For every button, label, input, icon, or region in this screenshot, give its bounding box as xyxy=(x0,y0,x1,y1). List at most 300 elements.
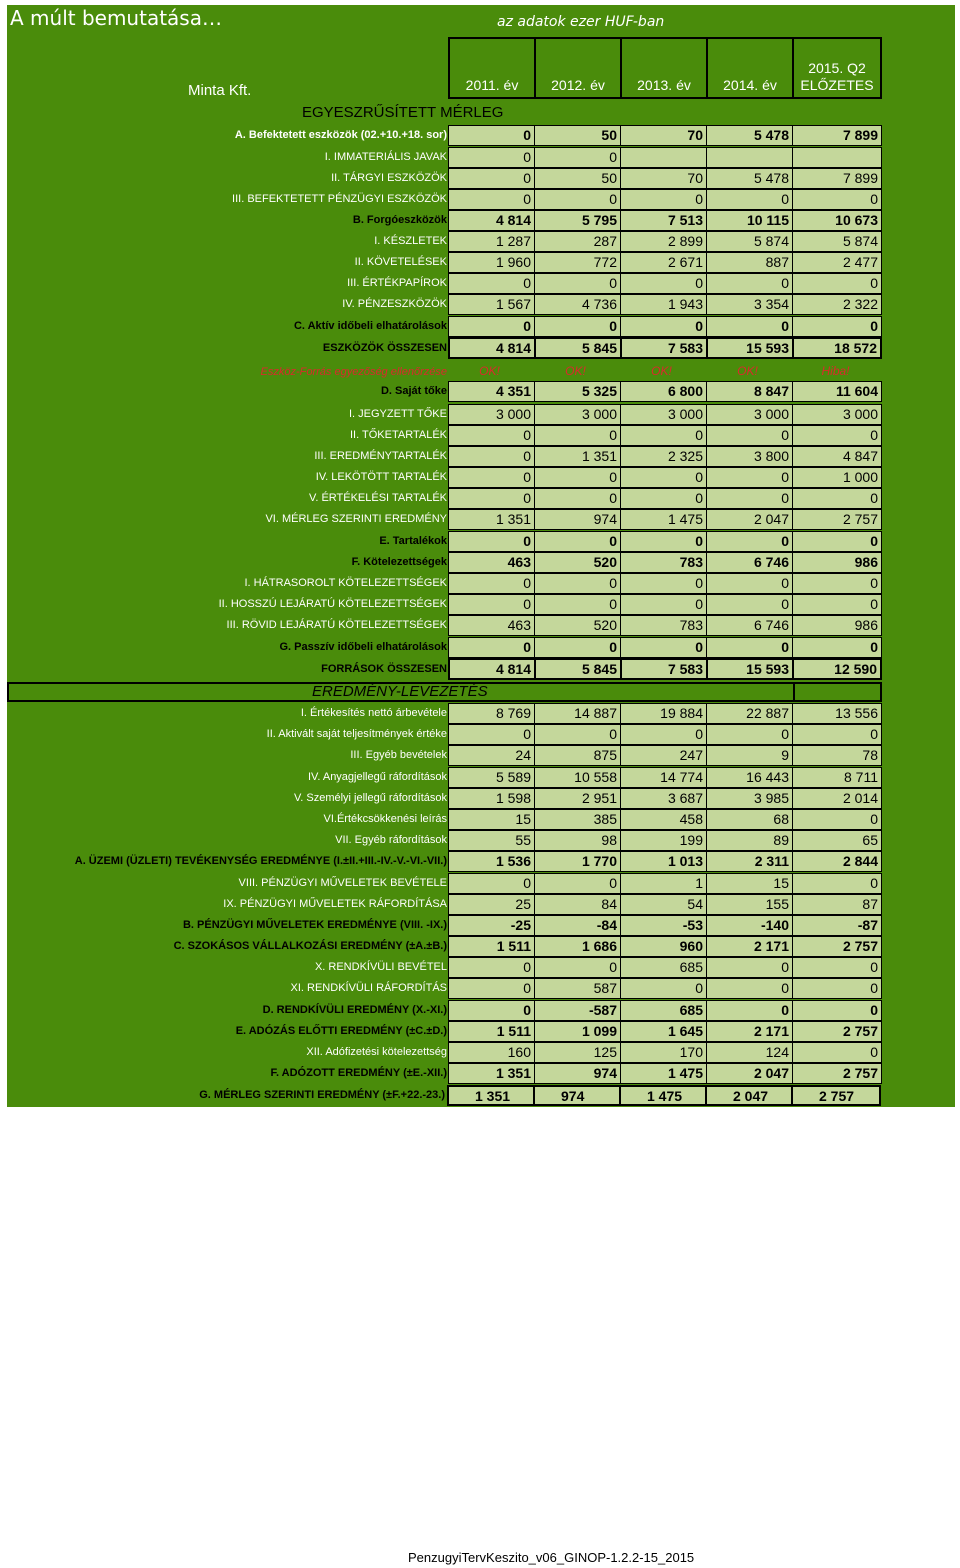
value-cell[interactable]: OK! xyxy=(737,364,758,378)
table-row xyxy=(7,1085,883,1106)
value-cell[interactable]: 0 xyxy=(870,318,878,334)
value-cell[interactable]: 0 xyxy=(621,468,707,487)
row-label: I. IMMATERIÁLIS JAVAK xyxy=(324,151,447,163)
row-values xyxy=(448,1021,882,1042)
value-cell[interactable]: -587 xyxy=(535,1001,621,1020)
value-cell[interactable]: 50 xyxy=(535,126,621,145)
value-cell[interactable]: 0 xyxy=(535,148,621,167)
value-cell[interactable]: 0 xyxy=(870,639,878,655)
row-values xyxy=(448,767,882,788)
value-cell[interactable]: 986 xyxy=(854,617,878,633)
value-cell[interactable]: 1 475 xyxy=(621,1087,707,1104)
value-cell[interactable]: 1 598 xyxy=(449,789,535,808)
value-cell[interactable]: 0 xyxy=(621,274,707,293)
value-cell[interactable]: 0 xyxy=(707,958,793,977)
table-row xyxy=(7,658,883,680)
value-cell[interactable]: 0 xyxy=(707,468,793,487)
section-title-balance: EGYESZRŰSÍTETT MÉRLEG xyxy=(302,104,504,121)
value-cell[interactable]: 0 xyxy=(535,532,621,551)
value-cell[interactable]: 0 xyxy=(621,317,707,336)
table-row xyxy=(7,509,883,530)
value-cell[interactable]: 13 556 xyxy=(835,705,878,721)
company-name: Minta Kft. xyxy=(188,82,252,99)
row-label: IX. PÉNZÜGYI MŰVELETEK RÁFORDÍTÁSA xyxy=(223,898,447,910)
value-cell[interactable]: 0 xyxy=(535,426,621,445)
value-cell[interactable]: 15 593 xyxy=(708,660,794,678)
value-cell[interactable]: 3 985 xyxy=(707,789,793,808)
year-header-cell: 2013. év xyxy=(622,39,708,97)
value-cell[interactable]: 0 xyxy=(449,148,535,167)
row-label: G. MÉRLEG SZERINTI EREDMÉNY (±F.+22.-23.) xyxy=(199,1089,445,1101)
value-cell[interactable]: 0 xyxy=(707,274,793,293)
value-cell[interactable]: 463 xyxy=(449,553,535,572)
value-cell[interactable]: 3 000 xyxy=(707,405,793,424)
row-values xyxy=(448,1042,882,1063)
value-cell[interactable]: 15 xyxy=(707,874,793,893)
year-header-cell: 2015. Q2 ELŐZETES xyxy=(800,60,874,93)
value-cell[interactable]: 8 769 xyxy=(449,704,535,723)
value-cell[interactable]: 5 478 xyxy=(707,126,793,145)
value-cell[interactable]: 0 xyxy=(449,190,535,209)
value-cell[interactable]: -87 xyxy=(857,917,878,933)
value-cell[interactable]: -140 xyxy=(707,916,793,935)
value-cell[interactable]: 247 xyxy=(621,746,707,765)
value-cell[interactable]: 0 xyxy=(449,595,535,614)
row-label: V. ÉRTÉKELÉSI TARTALÉK xyxy=(309,492,447,504)
value-cell[interactable]: 520 xyxy=(535,553,621,572)
value-cell[interactable]: 0 xyxy=(449,1001,535,1020)
value-cell[interactable]: 685 xyxy=(621,958,707,977)
value-cell[interactable]: 3 687 xyxy=(621,789,707,808)
row-values xyxy=(448,788,882,809)
row-values xyxy=(448,125,882,146)
value-cell[interactable]: 0 xyxy=(535,874,621,893)
value-cell[interactable]: 0 xyxy=(449,874,535,893)
value-cell[interactable]: 4 351 xyxy=(449,382,535,401)
value-cell[interactable]: 160 xyxy=(449,1043,535,1062)
value-cell[interactable]: 98 xyxy=(535,831,621,850)
value-cell[interactable]: 0 xyxy=(449,725,535,744)
value-cell[interactable]: 4 814 xyxy=(449,211,535,230)
value-cell[interactable]: 14 774 xyxy=(621,768,707,787)
value-cell[interactable]: 1 770 xyxy=(535,852,621,871)
value-cell[interactable]: 65 xyxy=(862,832,878,848)
value-cell[interactable]: 0 xyxy=(707,426,793,445)
table-row xyxy=(7,703,883,724)
value-cell[interactable]: 0 xyxy=(535,595,621,614)
value-cell[interactable]: -25 xyxy=(449,916,535,935)
value-cell[interactable]: 22 887 xyxy=(707,704,793,723)
value-cell[interactable]: 89 xyxy=(707,831,793,850)
value-cell[interactable]: 458 xyxy=(621,810,707,829)
value-cell[interactable]: 15 593 xyxy=(708,339,794,357)
table-row xyxy=(7,788,883,809)
value-cell[interactable]: 0 xyxy=(449,958,535,977)
value-cell[interactable]: 3 000 xyxy=(449,405,535,424)
value-cell[interactable]: 2 014 xyxy=(842,790,878,806)
value-cell[interactable]: 70 xyxy=(621,169,707,188)
value-cell[interactable]: 0 xyxy=(707,979,793,998)
value-cell[interactable]: 8 847 xyxy=(707,382,793,401)
row-label: I. JEGYZETT TŐKE xyxy=(348,408,447,420)
row-label: II. Aktivált saját teljesítmények értéke xyxy=(266,728,447,740)
value-cell[interactable]: 0 xyxy=(449,317,535,336)
value-cell[interactable]: 125 xyxy=(535,1043,621,1062)
value-cell[interactable]: 3 354 xyxy=(707,295,793,314)
value-cell[interactable]: 5 589 xyxy=(449,768,535,787)
value-cell[interactable]: 2 757 xyxy=(842,511,878,527)
value-cell[interactable]: 7 899 xyxy=(842,127,878,143)
row-values xyxy=(448,1000,882,1021)
row-values xyxy=(448,637,882,658)
value-cell[interactable]: 0 xyxy=(449,574,535,593)
table-row xyxy=(7,552,883,573)
page-title: A múlt bemutatása… xyxy=(10,6,222,30)
value-cell[interactable]: 0 xyxy=(870,959,878,975)
value-cell[interactable]: 2 899 xyxy=(621,232,707,251)
value-cell[interactable]: 0 xyxy=(870,427,878,443)
value-cell[interactable] xyxy=(621,148,707,167)
value-cell[interactable]: 2 171 xyxy=(707,1022,793,1041)
row-values xyxy=(448,724,882,745)
value-cell[interactable]: 3 000 xyxy=(621,405,707,424)
value-cell[interactable]: -53 xyxy=(621,916,707,935)
value-cell[interactable]: 10 673 xyxy=(835,212,878,228)
value-cell[interactable]: 0 xyxy=(707,638,793,657)
value-cell[interactable]: 1 000 xyxy=(842,469,878,485)
value-cell[interactable]: 12 590 xyxy=(834,661,877,677)
value-cell[interactable]: 3 000 xyxy=(535,405,621,424)
value-cell[interactable]: 68 xyxy=(707,810,793,829)
value-cell[interactable]: 124 xyxy=(707,1043,793,1062)
table-row xyxy=(7,531,883,552)
row-values xyxy=(448,488,882,509)
value-cell[interactable]: 0 xyxy=(621,489,707,508)
value-cell[interactable]: 4 847 xyxy=(842,448,878,464)
value-cell[interactable]: 1 645 xyxy=(621,1022,707,1041)
value-cell[interactable]: 5 874 xyxy=(842,233,878,249)
value-cell[interactable]: 974 xyxy=(535,1087,621,1104)
value-cell[interactable]: 7 583 xyxy=(622,660,708,678)
value-cell[interactable]: 10 558 xyxy=(535,768,621,787)
value-cell[interactable]: 0 xyxy=(535,274,621,293)
value-cell[interactable]: 0 xyxy=(870,980,878,996)
value-cell[interactable]: 0 xyxy=(535,725,621,744)
value-cell[interactable]: 78 xyxy=(862,747,878,763)
value-cell[interactable]: 0 xyxy=(870,1002,878,1018)
value-cell[interactable]: 0 xyxy=(449,532,535,551)
row-label: A. ÜZEMI (ÜZLETI) TEVÉKENYSÉG EREDMÉNYE (I.±II.+III.-IV.-V.-VI.-VII.) xyxy=(74,855,447,867)
table-row xyxy=(7,830,883,851)
value-cell[interactable]: 2 951 xyxy=(535,789,621,808)
value-cell[interactable]: 0 xyxy=(449,426,535,445)
value-cell[interactable]: 0 xyxy=(449,638,535,657)
value-cell[interactable]: 0 xyxy=(707,317,793,336)
value-cell[interactable]: 1 351 xyxy=(449,510,535,529)
value-cell[interactable]: 0 xyxy=(449,169,535,188)
value-cell[interactable]: 170 xyxy=(621,1043,707,1062)
row-values xyxy=(448,467,882,488)
value-cell[interactable]: 5 845 xyxy=(536,660,622,678)
value-cell[interactable]: 15 xyxy=(449,810,535,829)
value-cell[interactable]: 87 xyxy=(862,896,878,912)
value-cell[interactable]: 875 xyxy=(535,746,621,765)
row-label: III. RÖVID LEJÁRATÚ KÖTELEZETTSÉGEK xyxy=(226,619,447,631)
value-cell[interactable]: 2 671 xyxy=(621,253,707,272)
value-cell[interactable]: 0 xyxy=(870,490,878,506)
value-cell[interactable]: 520 xyxy=(535,616,621,635)
value-cell[interactable]: 0 xyxy=(449,979,535,998)
row-values xyxy=(448,936,882,957)
value-cell[interactable]: 974 xyxy=(535,510,621,529)
row-label: IV. LEKÖTÖTT TARTALÉK xyxy=(315,471,447,483)
table-row xyxy=(7,425,883,446)
value-cell[interactable]: 0 xyxy=(870,191,878,207)
value-cell[interactable]: 0 xyxy=(621,595,707,614)
value-cell[interactable]: OK! xyxy=(565,364,586,378)
value-cell[interactable]: 0 xyxy=(707,190,793,209)
value-cell[interactable]: 0 xyxy=(535,468,621,487)
row-values xyxy=(448,703,882,724)
table-row xyxy=(7,809,883,830)
row-values xyxy=(448,168,882,189)
row-label: XI. RENDKÍVÜLI RÁFORDÍTÁS xyxy=(290,982,447,994)
value-cell[interactable]: 0 xyxy=(707,1001,793,1020)
row-label: II. TÁRGYI ESZKÖZÖK xyxy=(331,172,447,184)
value-cell[interactable]: 1 475 xyxy=(621,1064,707,1083)
value-cell[interactable] xyxy=(793,148,881,167)
table-row xyxy=(7,894,883,915)
value-cell[interactable]: 7 513 xyxy=(621,211,707,230)
year-header xyxy=(448,37,882,99)
value-cell[interactable]: 385 xyxy=(535,810,621,829)
value-cell[interactable]: 4 736 xyxy=(535,295,621,314)
value-cell[interactable]: 5 845 xyxy=(536,339,622,357)
table-row xyxy=(7,125,883,146)
value-cell[interactable]: 0 xyxy=(449,447,535,466)
value-cell[interactable]: 0 xyxy=(449,126,535,145)
value-cell[interactable]: 5 325 xyxy=(535,382,621,401)
value-cell[interactable]: 1 511 xyxy=(449,937,535,956)
value-cell[interactable]: 0 xyxy=(535,574,621,593)
value-cell[interactable]: 5 795 xyxy=(535,211,621,230)
table-row xyxy=(7,1000,883,1021)
value-cell[interactable]: 55 xyxy=(449,831,535,850)
value-cell[interactable]: 2 047 xyxy=(707,510,793,529)
value-cell[interactable]: 587 xyxy=(535,979,621,998)
value-cell[interactable]: 14 887 xyxy=(535,704,621,723)
row-label: III. BEFEKTETETT PÉNZÜGYI ESZKÖZÖK xyxy=(232,193,447,205)
value-cell[interactable]: 16 443 xyxy=(707,768,793,787)
value-cell[interactable]: 0 xyxy=(870,275,878,291)
value-cell[interactable]: 287 xyxy=(535,232,621,251)
value-cell[interactable]: 9 xyxy=(707,746,793,765)
table-row xyxy=(7,1021,883,1042)
value-cell[interactable]: 2 047 xyxy=(707,1087,793,1104)
value-cell[interactable]: Hiba! xyxy=(821,364,850,378)
row-values xyxy=(448,894,882,915)
value-cell[interactable]: 974 xyxy=(535,1064,621,1083)
value-cell[interactable]: 4 814 xyxy=(450,339,536,357)
value-cell[interactable]: 783 xyxy=(621,616,707,635)
value-cell[interactable]: 6 746 xyxy=(707,616,793,635)
value-cell[interactable]: 0 xyxy=(535,317,621,336)
row-label: F. ADÓZOTT EREDMÉNY (±E.-XII.) xyxy=(270,1067,447,1079)
value-cell[interactable]: 1 511 xyxy=(449,1022,535,1041)
value-cell[interactable]: 8 711 xyxy=(844,769,878,785)
value-cell[interactable]: 1 351 xyxy=(449,1064,535,1083)
row-label: VIII. PÉNZÜGYI MŰVELETEK BEVÉTELE xyxy=(238,877,447,889)
value-cell[interactable]: 0 xyxy=(707,574,793,593)
row-values xyxy=(448,147,882,168)
value-cell[interactable]: 0 xyxy=(870,533,878,549)
table-row xyxy=(7,851,883,872)
value-cell[interactable]: 1 536 xyxy=(449,852,535,871)
value-cell[interactable]: 6 800 xyxy=(621,382,707,401)
value-cell[interactable]: 155 xyxy=(707,895,793,914)
value-cell[interactable]: 2 325 xyxy=(621,447,707,466)
row-label: C. Aktív időbeli elhatárolások xyxy=(293,320,447,332)
value-cell[interactable]: 0 xyxy=(621,979,707,998)
value-cell[interactable]: 6 746 xyxy=(707,553,793,572)
value-cell[interactable]: 7 583 xyxy=(622,339,708,357)
value-cell[interactable]: 1 099 xyxy=(535,1022,621,1041)
value-cell[interactable]: 0 xyxy=(621,638,707,657)
value-cell[interactable]: 0 xyxy=(535,489,621,508)
value-cell[interactable]: 0 xyxy=(449,468,535,487)
value-cell[interactable]: 1 351 xyxy=(535,447,621,466)
value-cell[interactable]: 1 943 xyxy=(621,295,707,314)
row-values xyxy=(448,425,882,446)
value-cell[interactable]: 0 xyxy=(621,190,707,209)
value-cell[interactable]: 2 757 xyxy=(842,938,878,954)
row-label: IV. Anyagjellegű ráfordítások xyxy=(307,771,447,783)
value-cell[interactable]: 5 478 xyxy=(707,169,793,188)
row-label: F. Kötelezettségek xyxy=(351,556,447,568)
value-cell[interactable]: 2 171 xyxy=(707,937,793,956)
table-row xyxy=(7,446,883,467)
value-cell[interactable]: 18 572 xyxy=(834,340,877,356)
value-cell[interactable]: 0 xyxy=(707,595,793,614)
value-cell[interactable]: 199 xyxy=(621,831,707,850)
value-cell[interactable]: 2 047 xyxy=(707,1064,793,1083)
value-cell[interactable]: 70 xyxy=(621,126,707,145)
value-cell[interactable]: 1 567 xyxy=(449,295,535,314)
value-cell[interactable]: 0 xyxy=(707,489,793,508)
row-values xyxy=(448,830,882,851)
value-cell[interactable]: 772 xyxy=(535,253,621,272)
table-row xyxy=(7,488,883,509)
row-values xyxy=(448,446,882,467)
row-values xyxy=(448,381,882,402)
value-cell[interactable]: 5 874 xyxy=(707,232,793,251)
value-cell[interactable]: 2 311 xyxy=(707,852,793,871)
value-cell[interactable]: 25 xyxy=(449,895,535,914)
value-cell[interactable]: 2 322 xyxy=(842,296,878,312)
value-cell[interactable]: 24 xyxy=(449,746,535,765)
value-cell[interactable]: 54 xyxy=(621,895,707,914)
value-cell[interactable]: 7 899 xyxy=(842,170,878,186)
value-cell[interactable]: 0 xyxy=(870,596,878,612)
value-cell[interactable]: 0 xyxy=(707,532,793,551)
value-cell[interactable]: 2 757 xyxy=(842,1023,878,1039)
row-label: VI.Értékcsökkenési leírás xyxy=(323,813,447,825)
row-label: VII. Egyéb ráfordítások xyxy=(335,834,447,846)
value-cell[interactable]: 0 xyxy=(535,958,621,977)
row-values xyxy=(448,509,882,530)
value-cell[interactable]: 0 xyxy=(707,725,793,744)
value-cell[interactable]: 960 xyxy=(621,937,707,956)
value-cell[interactable]: 0 xyxy=(870,1044,878,1060)
value-cell[interactable]: 0 xyxy=(449,274,535,293)
value-cell[interactable]: 0 xyxy=(535,190,621,209)
value-cell[interactable]: 50 xyxy=(535,169,621,188)
value-cell[interactable] xyxy=(707,148,793,167)
value-cell[interactable]: 1 351 xyxy=(449,1087,535,1104)
row-values xyxy=(448,273,882,294)
value-cell[interactable]: 1 475 xyxy=(621,510,707,529)
row-values xyxy=(448,745,882,766)
value-cell[interactable]: 783 xyxy=(621,553,707,572)
value-cell[interactable]: -84 xyxy=(535,916,621,935)
row-label: FORRÁSOK ÖSSZESEN xyxy=(321,663,447,675)
value-cell[interactable]: 1 686 xyxy=(535,937,621,956)
value-cell[interactable]: 1 960 xyxy=(449,253,535,272)
table-row xyxy=(7,362,883,383)
value-cell[interactable]: 11 604 xyxy=(835,383,878,399)
row-label: I. HÁTRASOROLT KÖTELEZETTSÉGEK xyxy=(244,577,447,589)
value-cell[interactable]: 84 xyxy=(535,895,621,914)
value-cell[interactable]: 0 xyxy=(449,489,535,508)
value-cell[interactable]: 1 xyxy=(621,874,707,893)
value-cell[interactable]: 19 884 xyxy=(621,704,707,723)
row-values xyxy=(448,915,882,936)
value-cell[interactable]: 2 844 xyxy=(842,853,878,869)
row-label: V. Személyi jellegű ráfordítások xyxy=(293,792,447,804)
row-values xyxy=(448,189,882,210)
value-cell[interactable]: 0 xyxy=(870,726,878,742)
value-cell[interactable]: OK! xyxy=(479,364,500,378)
value-cell[interactable]: 0 xyxy=(535,638,621,657)
value-cell[interactable]: 0 xyxy=(870,575,878,591)
value-cell[interactable]: 0 xyxy=(621,725,707,744)
value-cell[interactable]: 4 814 xyxy=(450,660,536,678)
value-cell[interactable]: 1 287 xyxy=(449,232,535,251)
row-values xyxy=(448,594,882,615)
value-cell[interactable]: 1 013 xyxy=(621,852,707,871)
value-cell[interactable]: OK! xyxy=(651,364,672,378)
value-cell[interactable]: 10 115 xyxy=(707,211,793,230)
value-cell[interactable]: 2 757 xyxy=(842,1065,878,1081)
table-row xyxy=(7,147,883,168)
value-cell[interactable]: 2 477 xyxy=(842,254,878,270)
row-label: A. Befektetett eszközök (02.+10.+18. sor) xyxy=(234,129,447,141)
row-values xyxy=(448,851,882,872)
year-header-cell: 2014. év xyxy=(708,39,794,97)
value-cell[interactable]: 3 000 xyxy=(842,406,878,422)
value-cell[interactable]: 0 xyxy=(621,426,707,445)
value-cell[interactable]: 986 xyxy=(854,554,878,570)
value-cell[interactable]: 887 xyxy=(707,253,793,272)
value-cell[interactable]: 685 xyxy=(621,1001,707,1020)
value-cell[interactable]: 463 xyxy=(449,616,535,635)
value-cell[interactable]: 0 xyxy=(621,532,707,551)
value-cell[interactable]: 0 xyxy=(870,875,878,891)
value-cell[interactable]: 0 xyxy=(870,811,878,827)
value-cell[interactable]: 0 xyxy=(621,574,707,593)
value-cell[interactable]: 2 757 xyxy=(819,1088,855,1104)
value-cell[interactable]: 3 800 xyxy=(707,447,793,466)
